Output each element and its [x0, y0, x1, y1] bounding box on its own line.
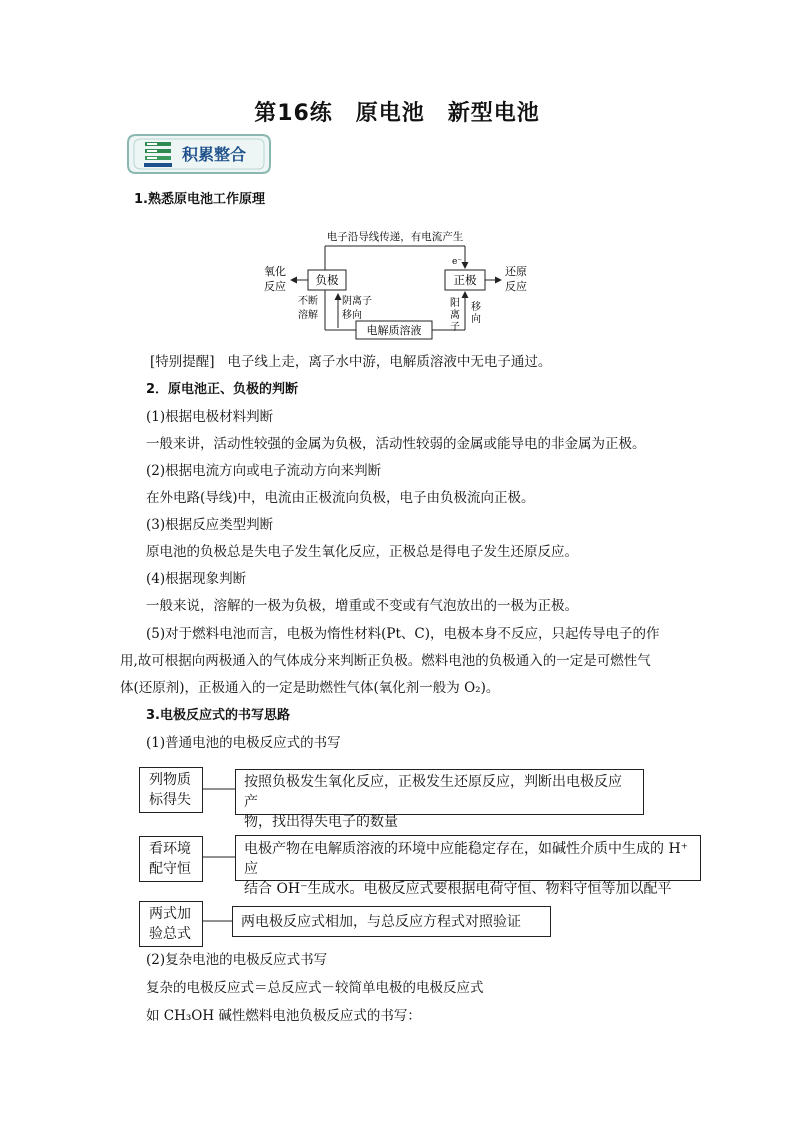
- s2-text-2: 在外电路(导线)中，电流由正极流向负极，电子由负极流向正极。: [146, 490, 535, 506]
- step-1-label-line-1: 列物质: [149, 772, 191, 788]
- s2-text-3: 原电池的负极总是失电子发生氧化反应，正极总是得电子发生还原反应。: [146, 544, 578, 560]
- s2-para-5-line-1: (5)对于燃料电池而言，电极为惰性材料(Pt、C)，电极本身不反应，只起传导电子的作: [146, 626, 660, 642]
- section-3-heading: 3.电极反应式的书写思路: [146, 708, 290, 723]
- s2-text-1: 一般来讲，活动性较强的金属为负极，活动性较弱的金属或能导电的非金属为正极。: [146, 436, 646, 452]
- s2-para-5-line-3: 体(还原剂)，正极通入的一定是助燃性气体(氧化剂一般为 O₂)。: [120, 680, 500, 696]
- s3-text-2: 复杂的电极反应式＝总反应式－较简单电极的电极反应式: [146, 980, 484, 996]
- s2-sub-1: (1)根据电极材料判断: [146, 409, 274, 425]
- wire-label: 电子沿导线传递，有电流产生: [326, 231, 464, 243]
- s2-sub-2: (2)根据电流方向或电子流动方向来判断: [146, 463, 382, 479]
- oxidation-label-1: 氧化: [264, 265, 286, 278]
- section-2-heading: 2．原电池正、负极的判断: [146, 382, 299, 397]
- badge-label: 积累整合: [182, 145, 247, 164]
- s3-sub-1: (1)普通电池的电极反应式的书写: [146, 735, 341, 751]
- section-1-heading: 1.熟悉原电池工作原理: [134, 192, 265, 207]
- dissolve-label-1: 不断: [298, 296, 318, 307]
- s2-sub-3: (3)根据反应类型判断: [146, 517, 274, 533]
- step-2-label-line-1: 看环境: [149, 841, 191, 857]
- s3-text-3: 如 CH₃OH 碱性燃料电池负极反应式的书写：: [146, 1008, 421, 1024]
- step-2-desc-box: [235, 835, 701, 897]
- tip-paragraph: [150, 350, 551, 370]
- dissolve-label-2: 溶解: [298, 310, 318, 321]
- step-3-desc-line-1: 两电极反应式相加，与总反应方程式对照验证: [241, 914, 521, 930]
- s2-sub-4: (4)根据现象判断: [146, 571, 247, 587]
- step-2-desc-line-1: 电极产物在电解质溶液的环境中应能稳定存在，如碱性介质中生成的 H⁺应: [244, 841, 689, 877]
- cation-label-1: 阳: [450, 298, 460, 309]
- section-badge: [124, 131, 274, 177]
- page-title: 第16练 原电池 新型电池: [254, 101, 540, 126]
- s2-text-4: 一般来说，溶解的一极为负极，增重或不变或有气泡放出的一极为正极。: [146, 598, 578, 614]
- s3-sub-2: (2)复杂电池的电极反应式书写: [146, 952, 328, 968]
- step-2-desc-line-2: 结合 OH⁻生成水。电极反应式要根据电荷守恒、物料守恒等加以配平: [244, 881, 672, 897]
- diagram-svg: [258, 224, 548, 350]
- step-3-label-box: [139, 901, 203, 947]
- reduction-label-1: 还原: [505, 265, 527, 278]
- step-1-label-box: [139, 767, 203, 813]
- step-2-label-box: [139, 836, 203, 882]
- book-icon: [142, 139, 174, 169]
- step-1-desc-line-2: 物，找出得失电子的数量: [244, 814, 398, 830]
- step-1-desc-line-1: 按照负极发生氧化反应，正极发生还原反应，判断出电极反应产: [244, 774, 622, 810]
- negative-electrode-label: 负极: [315, 273, 339, 287]
- s2-para-5-line-2: 用,故可根据向两极通入的气体成分来判断正负极。燃料电池的负极通入的一定是可燃性气: [120, 653, 651, 669]
- anion-label-2: 移向: [342, 310, 362, 321]
- step-3-connector: [203, 914, 235, 928]
- tip-text: 电子线上走，离子水中游，电解质溶液中无电子通过。: [227, 354, 552, 370]
- step-1-label-line-2: 标得失: [149, 792, 191, 808]
- step-3-label-line-2: 验总式: [149, 926, 191, 942]
- step-2-connector: [203, 850, 235, 864]
- cation-label-3: 子: [450, 322, 460, 333]
- electrolyte-label: 电解质溶液: [366, 324, 422, 337]
- oxidation-label-2: 反应: [264, 280, 286, 293]
- tip-label: [特别提醒]: [150, 354, 215, 370]
- move-label-1: 移: [471, 302, 481, 313]
- step-1-desc-box: [235, 769, 644, 830]
- step-1-connector: [203, 782, 235, 796]
- anion-label-1: 阴离子: [342, 296, 372, 307]
- reduction-label-2: 反应: [505, 280, 527, 293]
- galvanic-cell-diagram: [258, 224, 548, 350]
- electron-label: e⁻: [452, 257, 463, 267]
- step-3-desc-box: [232, 906, 551, 937]
- step-2-label-line-2: 配守恒: [149, 861, 191, 877]
- step-3-label-line-1: 两式加: [149, 906, 191, 922]
- positive-electrode-label: 正极: [453, 273, 477, 287]
- cation-label-2: 离: [450, 310, 460, 321]
- move-label-2: 向: [471, 314, 481, 325]
